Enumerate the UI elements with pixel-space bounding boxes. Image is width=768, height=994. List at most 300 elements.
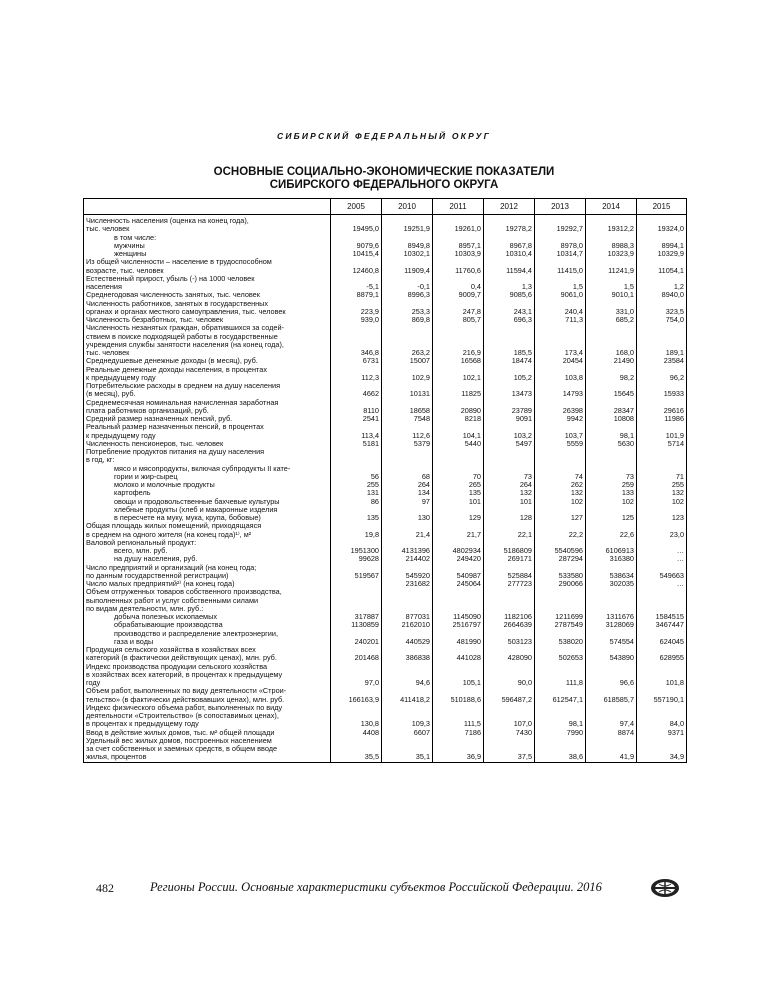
row-label-line: Валовой региональный продукт: bbox=[86, 537, 197, 547]
row-label-line: Удельный вес жилых домов, построенных населением bbox=[86, 735, 272, 745]
value-cell-2005: 35,5 bbox=[331, 737, 382, 762]
row-label-line: Численность незанятых граждан, обратившихся за содей- bbox=[86, 323, 284, 333]
row-label-line: Объем отгруженных товаров собственного производства, bbox=[86, 587, 282, 597]
value-cell-2010: 5379 bbox=[382, 440, 433, 448]
value-cell-2010: 11909,4 bbox=[382, 258, 433, 275]
value-cell-2011: 265 bbox=[433, 481, 484, 489]
row-label-line: Число малых предприятий²⁾ (на конец года) bbox=[86, 579, 235, 588]
value-cell-2013: 1,5 bbox=[535, 275, 586, 292]
value-cell-2013: 5540596 bbox=[535, 547, 586, 555]
value-cell-2010: 411418,2 bbox=[382, 687, 433, 704]
value-cell-2011: 16568 bbox=[433, 357, 484, 365]
row-label-line: к предыдущему году bbox=[86, 372, 156, 382]
value-cell-2012: 264 bbox=[484, 481, 535, 489]
value-cell-2014: 10808 bbox=[586, 415, 637, 423]
value-cell-2013: 612547,1 bbox=[535, 687, 586, 704]
row-label-line: Реальные денежные доходы населения, в процентах bbox=[86, 364, 267, 374]
value-cell-2013: 9942 bbox=[535, 415, 586, 423]
value-cell-2015: 549663 bbox=[637, 564, 687, 581]
value-cell-2011: 129 bbox=[433, 506, 484, 523]
value-cell-2011: 9009,7 bbox=[433, 291, 484, 299]
value-cell-2005: 5181 bbox=[331, 440, 382, 448]
value-cell-2005: 4408 bbox=[331, 729, 382, 737]
value-cell-2010: 6607 bbox=[382, 729, 433, 737]
row-label-line: картофель bbox=[114, 488, 151, 498]
row-label bbox=[84, 588, 331, 613]
value-cell-2011: 111,5 bbox=[433, 704, 484, 729]
value-cell-2014: 41,9 bbox=[586, 737, 637, 762]
value-cell-2011: 5440 bbox=[433, 440, 484, 448]
value-cell-2015: 96,2 bbox=[637, 366, 687, 383]
table-row bbox=[84, 539, 687, 547]
value-cell-2012: 9091 bbox=[484, 415, 535, 423]
value-cell-2010: 4131396 bbox=[382, 547, 433, 555]
value-cell-2011: 36,9 bbox=[433, 737, 484, 762]
value-cell-2005: 240201 bbox=[331, 630, 382, 647]
value-cell-2015: 10329,9 bbox=[637, 250, 687, 258]
table-row bbox=[84, 300, 687, 317]
table-row bbox=[84, 737, 687, 762]
value-cell-2014: 15645 bbox=[586, 382, 637, 399]
value-cell-2012: 13473 bbox=[484, 382, 535, 399]
row-label bbox=[84, 324, 331, 357]
value-cell-2013 bbox=[535, 588, 586, 613]
value-cell-2011: 216,9 bbox=[433, 324, 484, 357]
value-cell-2014: 316380 bbox=[586, 555, 637, 563]
value-cell-2005: 519567 bbox=[331, 564, 382, 581]
row-label-line: Среднемесячная номинальная начисленная заработная bbox=[86, 397, 279, 407]
row-label-line: году bbox=[86, 678, 101, 687]
value-cell-2015: … bbox=[637, 555, 687, 563]
value-cell-2015: 101,9 bbox=[637, 423, 687, 440]
table-row bbox=[84, 215, 687, 234]
row-label-line: Реальный размер назначенных пенсий, в процентах bbox=[86, 422, 264, 432]
value-cell-2005: 9079,6 bbox=[331, 242, 382, 250]
value-cell-2012: 596487,2 bbox=[484, 687, 535, 704]
value-cell-2012: 103,2 bbox=[484, 423, 535, 440]
row-label-line: Потребление продуктов питания на душу населения bbox=[86, 447, 265, 456]
year-header-2005: 2005 bbox=[331, 199, 382, 215]
year-header-2015: 2015 bbox=[637, 199, 687, 215]
value-cell-2013: 22,2 bbox=[535, 522, 586, 539]
row-label bbox=[84, 522, 331, 539]
value-cell-2015: … bbox=[637, 547, 687, 555]
value-cell-2005: 201468 bbox=[331, 646, 382, 663]
row-label-line: (в месяц), руб. bbox=[86, 389, 136, 399]
value-cell-2011: 19261,0 bbox=[433, 215, 484, 234]
value-cell-2011: 510188,6 bbox=[433, 687, 484, 704]
title-line-2: СИБИРСКОГО ФЕДЕРАЛЬНОГО ОКРУГА bbox=[269, 179, 499, 191]
value-cell-2014: 8988,3 bbox=[586, 242, 637, 250]
value-cell-2005: 255 bbox=[331, 481, 382, 489]
value-cell-2005: 223,9 bbox=[331, 300, 382, 317]
value-cell-2005: 131 bbox=[331, 489, 382, 497]
row-label-line: мужчины bbox=[114, 240, 145, 250]
value-cell-2013: 538020 bbox=[535, 630, 586, 647]
value-cell-2013: 290066 bbox=[535, 580, 586, 588]
value-cell-2015: 3467447 bbox=[637, 621, 687, 629]
row-label-line: Продукция сельского хозяйства в хозяйствах всех bbox=[86, 645, 256, 654]
value-cell-2005 bbox=[331, 580, 382, 588]
section-header: СИБИРСКИЙ ФЕДЕРАЛЬНЫЙ ОКРУГ bbox=[276, 131, 492, 141]
value-cell-2005: 112,3 bbox=[331, 366, 382, 383]
row-label bbox=[84, 399, 331, 416]
row-label-line: Численность населения (оценка на конец года), bbox=[86, 216, 249, 225]
value-cell-2015: 102 bbox=[637, 498, 687, 506]
value-cell-2014: 538634 bbox=[586, 564, 637, 581]
value-cell-2010: 253,3 bbox=[382, 300, 433, 317]
value-cell-2013: 132 bbox=[535, 489, 586, 497]
value-cell-2015: 23584 bbox=[637, 357, 687, 365]
value-cell-2014: 9010,1 bbox=[586, 291, 637, 299]
value-cell-2010: 112,6 bbox=[382, 423, 433, 440]
value-cell-2012: 73 bbox=[484, 465, 535, 482]
table-row bbox=[84, 234, 687, 242]
value-cell-2012: 185,5 bbox=[484, 324, 535, 357]
table-header-row bbox=[84, 199, 687, 215]
value-cell-2010: 545920 bbox=[382, 564, 433, 581]
value-cell-2014: 3128069 bbox=[586, 621, 637, 629]
value-cell-2013: 11415,0 bbox=[535, 258, 586, 275]
row-label-line: в хозяйствах всех категорий, в процентах к предыдущему bbox=[86, 669, 283, 679]
value-cell-2005 bbox=[331, 448, 382, 465]
page-title bbox=[0, 166, 768, 192]
page-footer bbox=[0, 878, 768, 898]
row-label bbox=[84, 704, 331, 729]
value-cell-2014: 10323,9 bbox=[586, 250, 637, 258]
table-row bbox=[84, 564, 687, 581]
value-cell-2010: -0,1 bbox=[382, 275, 433, 292]
value-cell-2011: 70 bbox=[433, 465, 484, 482]
value-cell-2013: 20454 bbox=[535, 357, 586, 365]
row-label-line: газа и воды bbox=[114, 636, 154, 646]
value-cell-2015: 8940,0 bbox=[637, 291, 687, 299]
value-cell-2005: 1951300 bbox=[331, 547, 382, 555]
value-cell-2013: 10314,7 bbox=[535, 250, 586, 258]
row-label bbox=[84, 366, 331, 383]
value-cell-2011: 247,8 bbox=[433, 300, 484, 317]
value-cell-2012: 1,3 bbox=[484, 275, 535, 292]
value-cell-2010: 7548 bbox=[382, 415, 433, 423]
value-cell-2005: 6731 bbox=[331, 357, 382, 365]
row-label-line: Естественный прирост, убыль (-) на 1000 человек bbox=[86, 273, 255, 283]
value-cell-2013: 19292,7 bbox=[535, 215, 586, 234]
table-row bbox=[84, 275, 687, 292]
row-label-line: Средний размер назначенных пенсий, руб. bbox=[86, 414, 233, 423]
value-cell-2012: 90,0 bbox=[484, 663, 535, 688]
value-cell-2014: 97,4 bbox=[586, 704, 637, 729]
year-header-2011: 2011 bbox=[433, 199, 484, 215]
value-cell-2011 bbox=[433, 448, 484, 465]
value-cell-2012: 525884 bbox=[484, 564, 535, 581]
table-row bbox=[84, 588, 687, 613]
row-label-line: выполненных работ и услуг собственными силами bbox=[86, 595, 259, 605]
row-label-line: Индекс физического объема работ, выполненных по виду bbox=[86, 702, 283, 712]
value-cell-2011: 8957,1 bbox=[433, 242, 484, 250]
value-cell-2015: 11054,1 bbox=[637, 258, 687, 275]
value-cell-2015: 34,9 bbox=[637, 737, 687, 762]
value-cell-2013: 38,6 bbox=[535, 737, 586, 762]
value-cell-2010: 386838 bbox=[382, 646, 433, 663]
value-cell-2005: -5,1 bbox=[331, 275, 382, 292]
value-cell-2014: 574554 bbox=[586, 630, 637, 647]
value-cell-2011: 105,1 bbox=[433, 663, 484, 688]
value-cell-2015: 323,5 bbox=[637, 300, 687, 317]
value-cell-2015: 15933 bbox=[637, 382, 687, 399]
row-label-line: по видам деятельности, млн. руб.: bbox=[86, 603, 204, 613]
value-cell-2005: 99628 bbox=[331, 555, 382, 563]
value-cell-2010: 102,9 bbox=[382, 366, 433, 383]
value-cell-2005: 317887 bbox=[331, 613, 382, 621]
value-cell-2011: 11825 bbox=[433, 382, 484, 399]
table-row bbox=[84, 399, 687, 416]
value-cell-2015: 11986 bbox=[637, 415, 687, 423]
value-cell-2014: 543890 bbox=[586, 646, 637, 663]
row-label-line: Потребительские расходы в среднем на душу населения bbox=[86, 381, 281, 390]
value-cell-2015: 189,1 bbox=[637, 324, 687, 357]
value-cell-2011: 20890 bbox=[433, 399, 484, 416]
value-cell-2010: 8996,3 bbox=[382, 291, 433, 299]
value-cell-2012: 1182106 bbox=[484, 613, 535, 621]
value-cell-2011: 11760,6 bbox=[433, 258, 484, 275]
value-cell-2010: 264 bbox=[382, 481, 433, 489]
table-row bbox=[84, 630, 687, 647]
value-cell-2011: 102,1 bbox=[433, 366, 484, 383]
year-header-2013: 2013 bbox=[535, 199, 586, 215]
row-label-line: женщины bbox=[114, 249, 147, 258]
value-cell-2012: 128 bbox=[484, 506, 535, 523]
value-cell-2005: 113,4 bbox=[331, 423, 382, 440]
table-row bbox=[84, 366, 687, 383]
table-row bbox=[84, 663, 687, 688]
value-cell-2013: 240,4 bbox=[535, 300, 586, 317]
value-cell-2012: 5186809 bbox=[484, 547, 535, 555]
row-label-line: Общая площадь жилых помещений, приходящаяся bbox=[86, 521, 262, 531]
value-cell-2012: 132 bbox=[484, 489, 535, 497]
value-cell-2014 bbox=[586, 448, 637, 465]
row-label-line: тыс. человек bbox=[86, 224, 130, 234]
value-cell-2015: 29616 bbox=[637, 399, 687, 416]
value-cell-2010: 134 bbox=[382, 489, 433, 497]
value-cell-2012: 107,0 bbox=[484, 704, 535, 729]
value-cell-2013: 262 bbox=[535, 481, 586, 489]
row-label-line: за счет собственных и заемных средств, в общем вводе bbox=[86, 744, 278, 753]
value-cell-2013: 127 bbox=[535, 506, 586, 523]
rosstat-logo-icon bbox=[650, 878, 680, 898]
row-label-line: мясо и мясопродукты, включая субпродукты II кате- bbox=[114, 463, 291, 473]
table-row bbox=[84, 506, 687, 523]
row-label-line: гории и жир-сырец bbox=[114, 471, 178, 481]
value-cell-2014: 6106913 bbox=[586, 547, 637, 555]
row-label-line: по данным государственной регистрации) bbox=[86, 570, 229, 580]
value-cell-2005: 1130859 bbox=[331, 621, 382, 629]
value-cell-2014: 22,6 bbox=[586, 522, 637, 539]
row-label bbox=[84, 646, 331, 663]
value-cell-2013: 74 bbox=[535, 465, 586, 482]
table-row bbox=[84, 324, 687, 357]
row-label bbox=[84, 275, 331, 292]
value-cell-2005: 56 bbox=[331, 465, 382, 482]
row-label bbox=[84, 630, 331, 647]
value-cell-2012: 37,5 bbox=[484, 737, 535, 762]
value-cell-2010: 19251,9 bbox=[382, 215, 433, 234]
value-cell-2015: 23,0 bbox=[637, 522, 687, 539]
value-cell-2013: 533580 bbox=[535, 564, 586, 581]
row-label bbox=[84, 687, 331, 704]
value-cell-2005: 19495,0 bbox=[331, 215, 382, 234]
value-cell-2012: 10310,4 bbox=[484, 250, 535, 258]
value-cell-2005: 10415,4 bbox=[331, 250, 382, 258]
value-cell-2010: 97 bbox=[382, 498, 433, 506]
value-cell-2010 bbox=[382, 588, 433, 613]
row-label-line: органах и органах местного самоуправления, тыс. человек bbox=[86, 306, 286, 316]
value-cell-2011: 21,7 bbox=[433, 522, 484, 539]
row-label-line: на душу населения, руб. bbox=[114, 554, 198, 564]
year-header-2014: 2014 bbox=[586, 199, 637, 215]
row-label-line: ствием в поиске подходящей работы в государственные bbox=[86, 331, 278, 341]
row-label-line: тельство» (в фактически действовавших ценах), млн. руб. bbox=[86, 694, 285, 704]
row-label bbox=[84, 300, 331, 317]
row-label-line: категорий (в фактически действующих ценах), млн. руб. bbox=[86, 653, 277, 663]
value-cell-2010: 10131 bbox=[382, 382, 433, 399]
value-cell-2011: 245064 bbox=[433, 580, 484, 588]
value-cell-2011: 135 bbox=[433, 489, 484, 497]
value-cell-2012: 22,1 bbox=[484, 522, 535, 539]
page-number: 482 bbox=[96, 881, 114, 895]
value-cell-2005: 130,8 bbox=[331, 704, 382, 729]
row-label-line: в пересчете на муку, мука, крупа, бобовые) bbox=[114, 513, 261, 522]
table-row bbox=[84, 481, 687, 489]
value-cell-2011: 8218 bbox=[433, 415, 484, 423]
value-cell-2014: 125 bbox=[586, 506, 637, 523]
value-cell-2013: 173,4 bbox=[535, 324, 586, 357]
value-cell-2011: 101 bbox=[433, 498, 484, 506]
value-cell-2005: 939,0 bbox=[331, 316, 382, 324]
value-cell-2010: 94,6 bbox=[382, 663, 433, 688]
value-cell-2014: 685,2 bbox=[586, 316, 637, 324]
value-cell-2011: 441028 bbox=[433, 646, 484, 663]
value-cell-2013: 111,8 bbox=[535, 663, 586, 688]
row-label-line: овощи и продовольственные бахчевые культуры bbox=[114, 496, 280, 506]
value-cell-2015: 628955 bbox=[637, 646, 687, 663]
value-cell-2015: 624045 bbox=[637, 630, 687, 647]
value-cell-2013: 98,1 bbox=[535, 704, 586, 729]
value-cell-2015: 5714 bbox=[637, 440, 687, 448]
value-cell-2014: 19312,2 bbox=[586, 215, 637, 234]
value-cell-2005: 12460,8 bbox=[331, 258, 382, 275]
value-cell-2015: 1584515 bbox=[637, 613, 687, 621]
value-cell-2015 bbox=[637, 448, 687, 465]
value-cell-2014: 28347 bbox=[586, 399, 637, 416]
value-cell-2010: 2162010 bbox=[382, 621, 433, 629]
year-header-2012: 2012 bbox=[484, 199, 535, 215]
value-cell-2013: 8978,0 bbox=[535, 242, 586, 250]
value-cell-2012: 101 bbox=[484, 498, 535, 506]
value-cell-2015: 101,8 bbox=[637, 663, 687, 688]
table-row bbox=[84, 448, 687, 465]
value-cell-2015: 557190,1 bbox=[637, 687, 687, 704]
value-cell-2010: 68 bbox=[382, 465, 433, 482]
value-cell-2013: 502653 bbox=[535, 646, 586, 663]
publication-title: Регионы России. Основные характеристики субъектов Российской Федерации. 2016 bbox=[150, 880, 602, 894]
value-cell-2015 bbox=[637, 588, 687, 613]
row-label-line: производство и распределение электроэнергии, bbox=[114, 628, 278, 638]
value-cell-2010: 231682 bbox=[382, 580, 433, 588]
value-cell-2014: 98,2 bbox=[586, 366, 637, 383]
value-cell-2010: 869,8 bbox=[382, 316, 433, 324]
value-cell-2012: 19278,2 bbox=[484, 215, 535, 234]
row-label-line: Численность безработных, тыс. человек bbox=[86, 315, 224, 324]
value-cell-2011: 10303,9 bbox=[433, 250, 484, 258]
value-cell-2005: 4662 bbox=[331, 382, 382, 399]
value-cell-2005: 19,8 bbox=[331, 522, 382, 539]
value-cell-2011: 104,1 bbox=[433, 423, 484, 440]
value-cell-2005: 346,8 bbox=[331, 324, 382, 357]
value-cell-2011 bbox=[433, 588, 484, 613]
row-label bbox=[84, 663, 331, 688]
title-line-1: ОСНОВНЫЕ СОЦИАЛЬНО-ЭКОНОМИЧЕСКИЕ ПОКАЗАТЕЛИ bbox=[213, 166, 555, 178]
value-cell-2012: 18474 bbox=[484, 357, 535, 365]
row-label-line: к предыдущему году bbox=[86, 430, 156, 440]
value-cell-2012: 9085,6 bbox=[484, 291, 535, 299]
row-label-line: тыс. человек bbox=[86, 348, 130, 357]
value-cell-2013: 103,8 bbox=[535, 366, 586, 383]
value-cell-2015: 132 bbox=[637, 489, 687, 497]
value-cell-2005: 135 bbox=[331, 506, 382, 523]
value-cell-2010: 10302,1 bbox=[382, 250, 433, 258]
row-label bbox=[84, 258, 331, 275]
value-cell-2012: 243,1 bbox=[484, 300, 535, 317]
value-cell-2013: 26398 bbox=[535, 399, 586, 416]
table-row bbox=[84, 423, 687, 440]
value-cell-2015: 84,0 bbox=[637, 704, 687, 729]
value-cell-2014: 302035 bbox=[586, 580, 637, 588]
value-cell-2014: 5630 bbox=[586, 440, 637, 448]
value-cell-2014: 73 bbox=[586, 465, 637, 482]
value-cell-2012: 696,3 bbox=[484, 316, 535, 324]
value-cell-2012: 11594,4 bbox=[484, 258, 535, 275]
value-cell-2011: 4802934 bbox=[433, 547, 484, 555]
value-cell-2015: 255 bbox=[637, 481, 687, 489]
row-label bbox=[84, 382, 331, 399]
value-cell-2014: 11241,9 bbox=[586, 258, 637, 275]
value-cell-2010: 8949,8 bbox=[382, 242, 433, 250]
value-cell-2013: 103,7 bbox=[535, 423, 586, 440]
value-cell-2013 bbox=[535, 448, 586, 465]
row-label bbox=[84, 215, 331, 234]
value-cell-2015: 71 bbox=[637, 465, 687, 482]
row-label-line: в среднем на одного жителя (на конец года)¹⁾, м² bbox=[86, 529, 252, 539]
value-cell-2015: 19324,0 bbox=[637, 215, 687, 234]
value-cell-2012: 23789 bbox=[484, 399, 535, 416]
value-cell-2010: 15007 bbox=[382, 357, 433, 365]
row-label-line: Среднегодовая численность занятых, тыс. человек bbox=[86, 290, 260, 300]
year-header-2010: 2010 bbox=[382, 199, 433, 215]
value-cell-2013: 2787549 bbox=[535, 621, 586, 629]
value-cell-2014: 133 bbox=[586, 489, 637, 497]
row-label-line: деятельности «Строительство» (в сопоставимых ценах), bbox=[86, 711, 279, 720]
table-row bbox=[84, 704, 687, 729]
row-label-line: Ввод в действие жилых домов, тыс. м² общей площади bbox=[86, 727, 275, 737]
value-cell-2010: 130 bbox=[382, 506, 433, 523]
value-cell-2014: 1,5 bbox=[586, 275, 637, 292]
value-cell-2015: 123 bbox=[637, 506, 687, 523]
value-cell-2012: 277723 bbox=[484, 580, 535, 588]
row-label-line: Индекс производства продукции сельского хозяйства bbox=[86, 661, 268, 671]
value-cell-2005: 86 bbox=[331, 498, 382, 506]
value-cell-2012: 2664639 bbox=[484, 621, 535, 629]
value-cell-2013: 1211699 bbox=[535, 613, 586, 621]
